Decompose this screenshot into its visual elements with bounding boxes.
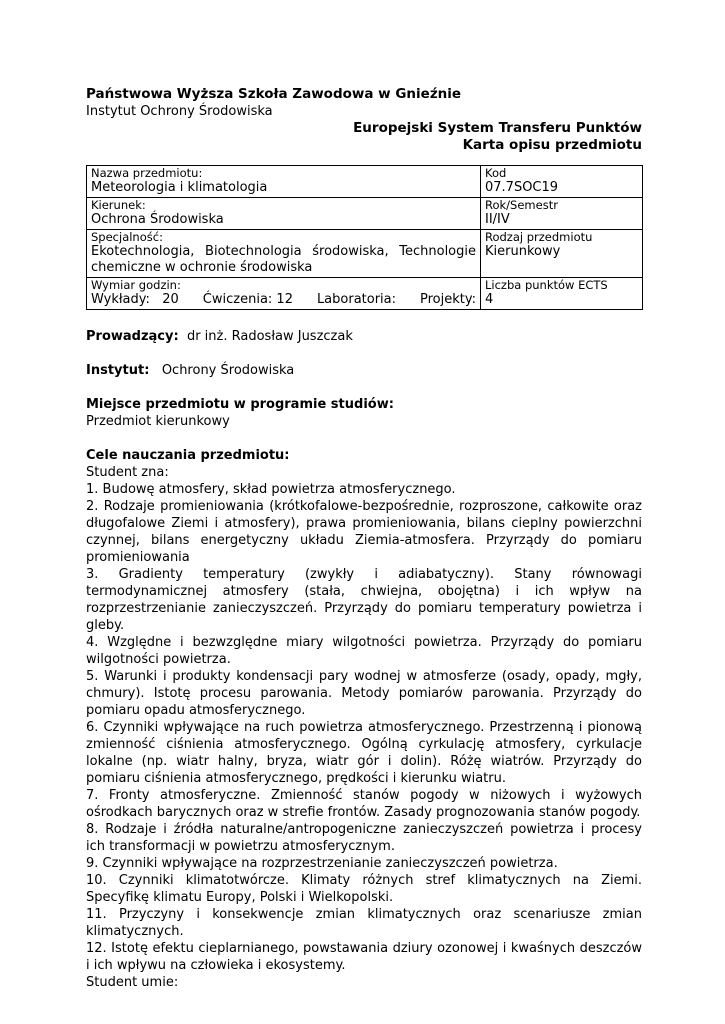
place-section	[86, 396, 642, 430]
code-label: Kod	[485, 166, 507, 180]
place-value: Przedmiot kierunkowy	[86, 414, 230, 429]
document-page	[86, 86, 642, 991]
type-label: Rodzaj przedmiotu	[485, 230, 593, 244]
lecturer-row	[86, 328, 642, 345]
subject-cell	[87, 166, 481, 198]
hours-label: Wymiar godzin:	[91, 278, 181, 292]
goal-item: 12. Istotę efektu cieplarnianego, powstawania dziury ozonowej i kwaśnych deszczów i ich wpływu na człowieka i ekosystemy.	[86, 941, 642, 973]
code-cell	[481, 166, 643, 198]
goal-item: 6. Czynniki wpływające na ruch powietrza atmosferycznego. Przestrzenną i pionową zmienność ciśnienia atmosferycznego. Ogólną cyrkulację atmosfery, cyrkulacje lokalne (np. wiatr halny, bryza, wiatr gór i dolin). Różę wiatrów. Przyrządy do pomiaru ciśnienia atmosferycznego, prędkości i kierunku wiatru.	[86, 720, 642, 786]
system-title: Europejski System Transferu Punktów	[353, 120, 642, 136]
goal-item: 2. Rodzaje promieniowania (krótkofalowe-bezpośrednie, rozproszone, całkowite oraz długofalowe Ziemi i atmosfery), prawa promieniowania, bilans cieplny powierzchni czynnej, bilans energetyczny układu Ziemia-atmosfera. Przyrządy do pomiaru promieniowania	[86, 499, 642, 565]
specialization-cell	[87, 230, 481, 278]
ects-value: 4	[485, 292, 494, 307]
field-label: Kierunek:	[91, 198, 146, 212]
hours-exercises: Ćwiczenia: 12	[202, 292, 293, 307]
goals-heading: Cele nauczania przedmiotu:	[86, 448, 290, 463]
lecturer-label: Prowadzący:	[86, 329, 179, 344]
goal-item: 9. Czynniki wpływające na rozprzestrzenianie zanieczyszczeń powietrza.	[86, 856, 558, 871]
institute-name: Instytut Ochrony Środowiska	[86, 104, 273, 119]
field-cell	[87, 198, 481, 230]
specialization-label: Specjalność:	[91, 230, 163, 244]
goals-intro: Student zna:	[86, 465, 169, 480]
goals-section	[86, 447, 642, 991]
card-title: Karta opisu przedmiotu	[462, 137, 642, 153]
specialization-value-line2: chemiczne w ochronie środowiska	[91, 260, 313, 275]
type-cell	[481, 230, 643, 278]
year-cell	[481, 198, 643, 230]
goal-item: 11. Przyczyny i konsekwencje zmian klimatycznych oraz scenariusze zmian klimatycznych.	[86, 907, 642, 939]
subject-value: Meteorologia i klimatologia	[91, 180, 268, 195]
hours-cell	[87, 278, 481, 310]
specialization-value-line1: Ekotechnologia, Biotechnologia środowiska, Technologie	[91, 244, 476, 259]
hours-values	[91, 292, 476, 308]
lecturer-value: dr inż. Radosław Juszczak	[186, 329, 353, 344]
code-value: 07.7SOC19	[485, 180, 559, 195]
course-info-table	[86, 165, 643, 310]
institute-row	[86, 362, 642, 379]
university-name: Państwowa Wyższa Szkoła Zawodowa w Gnieźnie	[86, 86, 462, 102]
hours-lectures: Wykłady: 20	[91, 292, 179, 307]
goals-outro: Student umie:	[86, 975, 179, 990]
year-label: Rok/Semestr	[485, 198, 558, 212]
goal-item: 10. Czynniki klimatotwórcze. Klimaty różnych stref klimatycznych na Ziemi. Specyfikę klimatu Europy, Polski i Wielkopolski.	[86, 873, 642, 905]
goal-item: 8. Rodzaje i źródła naturalne/antropogeniczne zanieczyszczeń powietrza i procesy ich transformacji w powietrzu atmosferycznym.	[86, 822, 642, 854]
goal-item: 1. Budowę atmosfery, skład powietrza atmosferycznego.	[86, 482, 456, 497]
goal-item: 3. Gradienty temperatury (zwykły i adiabatyczny). Stany równowagi termodynamicznej atmosfery (stała, chwiejna, obojętna) i ich wpływ na rozprzestrzenianie zanieczyszczeń. Przyrządy do pomiaru temperatury powietrza i gleby.	[86, 567, 642, 633]
goal-item: 7. Fronty atmosferyczne. Zmienność stanów pogody w niżowych i wyżowych ośrodkach barycznych oraz w strefie frontów. Zasady prognozowania stanów pogody.	[86, 788, 642, 820]
ects-cell	[481, 278, 643, 310]
institute-value: Ochrony Środowiska	[161, 363, 295, 378]
goal-item: 4. Względne i bezwzględne miary wilgotności powietrza. Przyrządy do pomiaru wilgotności powietrza.	[86, 635, 642, 667]
subject-label: Nazwa przedmiotu:	[91, 166, 203, 180]
place-heading: Miejsce przedmiotu w programie studiów:	[86, 397, 394, 412]
institute-label: Instytut:	[86, 363, 150, 378]
hours-lab: Laboratoria:	[316, 292, 397, 307]
ects-label: Liczba punktów ECTS	[485, 278, 608, 292]
goal-item: 5. Warunki i produkty kondensacji pary wodnej w atmosferze (osady, opady, mgły, chmury). Istotę procesu parowania. Metody pomiarów parowania. Przyrządy do pomiaru opadu atmosferycznego.	[86, 669, 642, 718]
type-value: Kierunkowy	[485, 244, 561, 259]
year-value: II/IV	[485, 212, 510, 227]
field-value: Ochrona Środowiska	[91, 212, 224, 227]
hours-projects: Projekty:	[420, 292, 476, 307]
